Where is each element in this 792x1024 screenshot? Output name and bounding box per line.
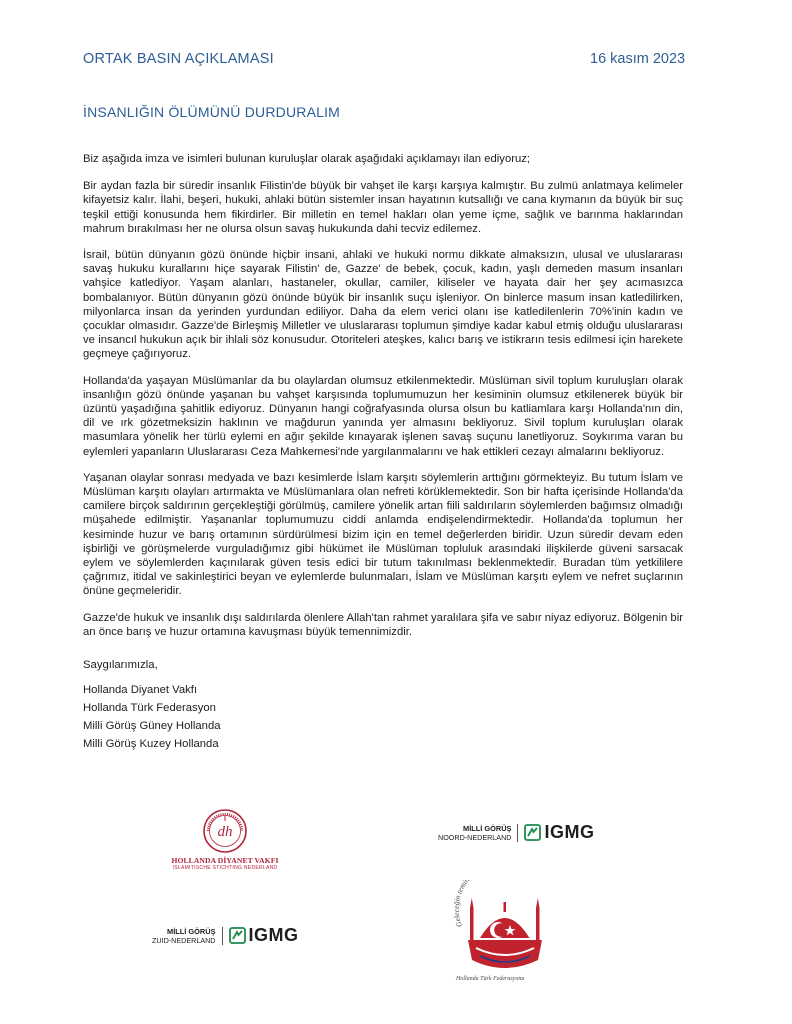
document-body [83,152,683,753]
signatory: Milli Görüş Güney Hollanda [83,719,221,732]
body-paragraph: Bir aydan fazla bir süredir insanlık Filistin'de büyük bir vahşet ile karşı karşıya kalmıştır. Bu zulmü anlatmaya kelimeler kifayetsiz kalır. İlahi, beşeri, hukuki, ahlaki bütün sistemler insan hayatının kutsallığı ve cana kıymanın da büyük bir suç teşkil ettiği konusunda hem fikirdirler. Bir milletin en temel hakları olan yeme içme, sağlık ve barınma haklarından mahrum bırakılması her ne olursa olsun savaş hukukunda dahi tecviz edilemez. [83,180,683,235]
document-title: İNSANLIĞIN ÖLÜMÜNÜ DURDURALIM [83,104,341,120]
mg-noord-line1: MİLLİ GÖRÜŞ [463,823,512,833]
signatory: Hollanda Türk Federasyon [83,702,216,715]
body-paragraph: Yaşanan olaylar sonrası medyada ve bazı kesimlerde İslam karşıtı söylemlerin arttığını görmekteyiz. Bu tutum İslam ve Müslüman karşıtı olayları artırmakta ve Müslümanlara olan nefreti körüklemektedir. Son bir hafta içerisinde Hollanda'da camilere birçok saldırının gerçekleştiği görülmüş, camilere yönelik artan fiili saldırıların söylemlerden bağımsız olmadığı müşahede edilmiştir. Yaşananlar toplumumuzu ciddi anlamda endişelendirmektedir. Hollanda'da toplumun her kesiminde huzur ve barış ortamının sürdürülmesi bizim için en temel değerlerden biridir. Uzun süredir devam eden işbirliği ve görüşmelerde vurguladığımız gibi hükümet ile Müslüman topluluk arasındaki ilişkilerde güveni sarsacak eylem ve söylemlerden kaçınılarak güven tesis edici bir tutum takınılması beklenmektedir. Buradan tüm yetkililere çağrımız, itidal ve sakinleştirici beyan ve eylemlerde bulunmaları, İslam ve Müslüman karşıtı eylem ve nefret suçlarının önüne geçmeleridir. [83,471,683,598]
diyanet-logo [160,808,290,886]
igmg-emblem-icon [524,824,541,841]
release-date: 16 kasım 2023 [590,51,686,67]
body-paragraph: Hollanda'da yaşayan Müslümanlar da bu olaylardan olumsuz etkilenmektedir. Müslüman sivil toplum kuruluşları olarak insanlığın gözü önünde yaşanan bu vahşet karşısında toplumumuzun her kesiminin olumsuz etkilenerek büyük bir üzüntü yaşadığına şahitlik ediyoruz. Dünyanın hangi coğrafyasında olursa olsun bu katliamlara karşı Hollanda'nın din, dil ve ırk gözetmeksizin haklının ve mağdurun yanında yer almasını bekliyoruz. Sivil toplum kuruluşları olarak masumlara yönelik her türlü eylemi en ağır şekilde kınayarak işlenen savaş suçunu lanetliyoruz. Soykırıma varan bu eylemleri yapanların Uluslararası Ceza Mahkemesi'nde yargılanmalarını ve hak ettikleri cezayı almalarını bekliyoruz. [83,374,683,458]
body-paragraph: İsrail, bütün dünyanın gözü önünde hiçbir insani, ahlaki ve hukuki normu dikkate almaksızın, ulusal ve uluslararası savaş hukuku kurallarını hiçe sayarak Filistin' de, Gazze' de bebek, çocuk, kadın, yaşlı demeden masum insanları vahşice katlediyor. Yaşam alanları, hastaneler, okullar, camiler, kiliseler ve hayata dair her şey acımasızca bombalanıyor. Bütün dünyanın gözü önünde büyük bir insanlık suçu işleniyor. On binlerce masum insan katledilirken, milyonlarca insan da yerinden yurdundan ediliyor. Daha da elem verici olanı ise katledilenlerin 70%'inin kadın ve çocuklar olmasıdır. Gazze'de Birleşmiş Milletler ve uluslararası toplumun şimdiye kadar kabul etmiş olduğu uluslararası ve insancıl hukukun açık bir ihlali söz konusudur. Otoriteleri ateşkes, kalıcı barış ve istikrarın tesis edilmesi için harekete geçmeye çağırıyoruz. [83,249,683,361]
turk-federasyon-caption: Hollanda Türk Federasyonu [456,976,525,982]
igmg-wordmark: IGMG [544,822,595,842]
mg-noord-line2: NOORD-NEDERLAND [438,832,512,842]
signatory: Hollanda Diyanet Vakfı [83,684,198,697]
signatory: Milli Görüş Kuzey Hollanda [83,737,219,750]
svg-text:Geleceğin teminatı için [452,880,488,928]
body-paragraph: Gazze'de hukuk ve insanlık dışı saldırılarda ölenlere Allah'tan rahmet yaralılara şifa ve sabır niyaz ediyoruz. Bölgenin bir an önce barış ve huzur ortamına kavuşması büyük temennimizdir. [83,611,683,638]
emblem-arc-text: Geleceğin temi [451,880,469,929]
milli-gorus-noord-logo [438,822,594,843]
mosque-crescent-emblem-icon [440,880,570,978]
press-release-label: ORTAK BASIN AÇIKLAMASI [83,51,274,67]
igmg-wordmark: IGMG [248,925,299,945]
diyanet-seal-icon [202,808,248,854]
igmg-emblem-icon [229,927,246,944]
turk-federasyon-logo [440,880,570,990]
seal-letters: dh [217,824,233,840]
milli-gorus-zuid-logo [152,925,299,946]
closing-greeting: Saygılarımızla, [83,659,158,672]
mg-zuid-line2: ZUID-NEDERLAND [152,935,216,945]
closing-block [83,658,683,753]
diyanet-name: HOLLANDA DİYANET VAKFI [171,856,279,865]
mg-zuid-line1: MİLLİ GÖRÜŞ [167,926,216,936]
intro-paragraph: Biz aşağıda imza ve isimleri bulunan kuruluşlar olarak aşağıdaki açıklamayı ilan ediyoruz; [83,153,531,165]
diyanet-subtitle: ISLAMITISCHE STICHTING NEDERLAND [172,865,278,871]
